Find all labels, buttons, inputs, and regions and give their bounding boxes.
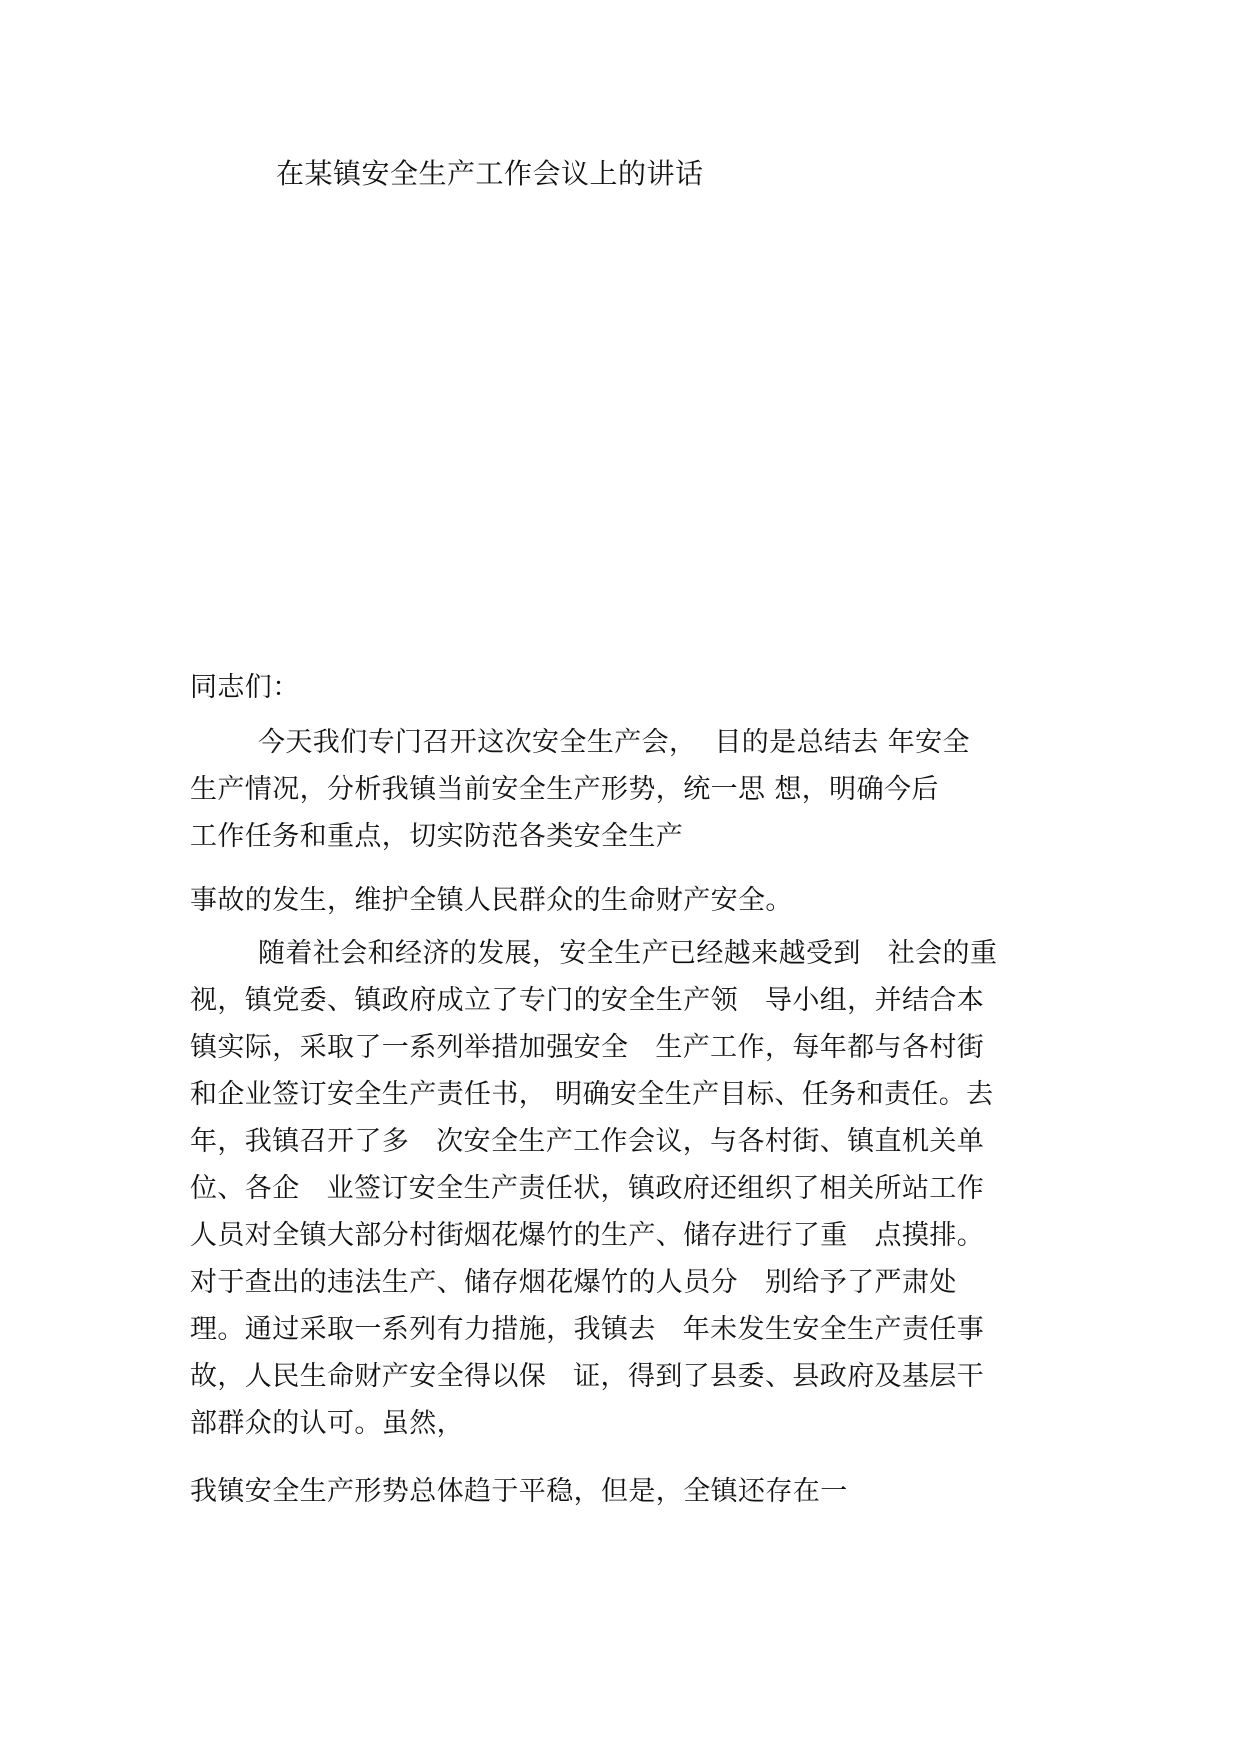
paragraph-line: 部群众的认可。虽然， [190,1408,464,1439]
paragraph-line: 工作任务和重点，切实防范各类安全生产 [190,821,684,852]
paragraph-line: 生产情况，分析我镇当前安全生产形势，统一思 想，明确今后 [190,774,939,805]
paragraph-line: 镇实际，采取了一系列举措加强安全 生产工作，每年都与各村街 [190,1032,985,1063]
paragraph-line: 人员对全镇大部分村街烟花爆竹的生产、储存进行了重 点摸排。 [190,1220,985,1251]
paragraph-line: 视，镇党委、镇政府成立了专门的安全生产领 导小组，并结合本 [190,985,985,1016]
paragraph-line: 年，我镇召开了多 次安全生产工作会议，与各村街、镇直机关单 [190,1126,985,1157]
paragraph-line: 位、各企 业签订安全生产责任状，镇政府还组织了相关所站工作 [190,1173,985,1204]
paragraph-line: 随着社会和经济的发展，安全生产已经越来越受到 社会的重 [258,938,998,969]
paragraph-line: 事故的发生，维护全镇人民群众的生命财产安全。 [190,885,793,916]
paragraph-line: 今天我们专门召开这次安全生产会， 目的是总结去 年安全 [258,727,970,758]
salutation: 同志们： [190,672,300,703]
paragraph-line: 故，人民生命财产安全得以保 证，得到了县委、县政府及基层干 [190,1361,985,1392]
paragraph-line: 对于查出的违法生产、储存烟花爆竹的人员分 别给予了严肃处 [190,1267,957,1298]
paragraph-line: 理。通过采取一系列有力措施，我镇去 年未发生安全生产责任事 [190,1314,985,1345]
document-title: 在某镇安全生产工作会议上的讲话 [276,157,704,190]
paragraph-line: 和企业签订安全生产责任书， 明确安全生产目标、任务和责任。去 [190,1079,994,1110]
paragraph-line: 我镇安全生产形势总体趋于平稳，但是，全镇还存在一 [190,1476,848,1507]
